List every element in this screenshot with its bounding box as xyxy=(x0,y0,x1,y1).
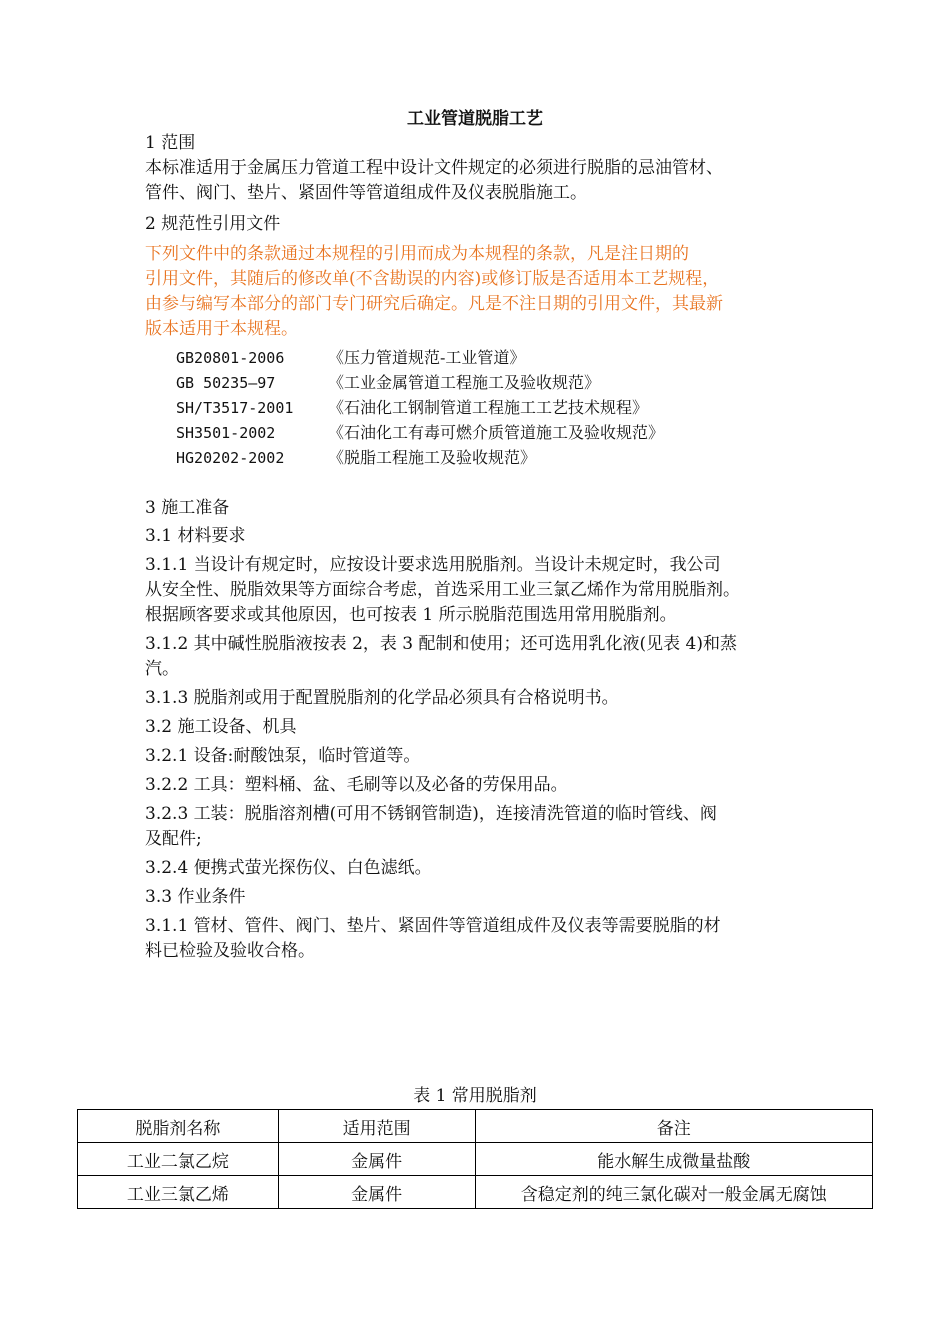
table-cell: 金属件 xyxy=(278,1176,475,1209)
clause-3-2-4: 3.2.4 便携式萤光探伤仪、白色滤纸。 xyxy=(145,858,432,878)
clause-3-3-1-line: 料已检验及验收合格。 xyxy=(145,941,315,961)
section-1-heading: 1 范围 xyxy=(145,133,196,153)
table-header-row xyxy=(78,1110,873,1143)
reference-item xyxy=(176,421,664,445)
reference-title: 《石油化工有毒可燃介质管道施工及验收规范》 xyxy=(328,423,665,442)
clause-3-1-3: 3.1.3 脱脂剂或用于配置脱脂剂的化学品必须具有合格说明书。 xyxy=(145,688,619,708)
section-3-2-heading: 3.2 施工设备、机具 xyxy=(145,717,297,737)
reference-item xyxy=(176,396,648,420)
section-2-heading: 2 规范性引用文件 xyxy=(145,214,281,234)
table-header-cell: 脱脂剂名称 xyxy=(78,1110,279,1143)
clause-3-1-1-line: 根据顾客要求或其他原因，也可按表 1 所示脱脂范围选用常用脱脂剂。 xyxy=(145,605,677,625)
reference-code: HG20202-2002 xyxy=(176,449,285,467)
section-2-text-line: 引用文件，其随后的修改单(不含勘误的内容)或修订版是否适用本工艺规程， xyxy=(145,269,720,289)
table-cell: 能水解生成微量盐酸 xyxy=(475,1143,873,1176)
section-1-text-line: 本标准适用于金属压力管道工程中设计文件规定的必须进行脱脂的忌油管材、 xyxy=(145,158,723,178)
clause-3-3-1-line: 3.1.1 管材、管件、阀门、垫片、紧固件等管道组成件及仪表等需要脱脂的材 xyxy=(145,916,721,936)
clause-3-2-3-line: 及配件; xyxy=(145,829,202,849)
reference-title: 《石油化工钢制管道工程施工工艺技术规程》 xyxy=(328,398,649,417)
reference-code: GB20801-2006 xyxy=(176,349,285,367)
table-header-cell: 备注 xyxy=(475,1110,873,1143)
reference-item xyxy=(176,446,536,470)
section-2-text-line: 下列文件中的条款通过本规程的引用而成为本规程的条款，凡是注日期的 xyxy=(145,244,689,264)
clause-3-1-2-line: 汽。 xyxy=(145,659,179,679)
reference-item xyxy=(176,346,525,370)
reference-code: SH/T3517-2001 xyxy=(176,399,294,417)
table-cell: 工业三氯乙烯 xyxy=(78,1176,279,1209)
section-2-text-line: 版本适用于本规程。 xyxy=(145,319,298,339)
section-3-1-heading: 3.1 材料要求 xyxy=(145,526,246,546)
reference-code: GB 50235—97 xyxy=(176,374,276,392)
clause-3-1-2-line: 3.1.2 其中碱性脱脂液按表 2，表 3 配制和使用；还可选用乳化液(见表 4)和蒸 xyxy=(145,634,737,654)
table-cell: 金属件 xyxy=(278,1143,475,1176)
clause-3-1-1-line: 3.1.1 当设计有规定时，应按设计要求选用脱脂剂。当设计未规定时，我公司 xyxy=(145,555,721,575)
section-1-text-line: 管件、阀门、垫片、紧固件等管道组成件及仪表脱脂施工。 xyxy=(145,183,587,203)
table-row xyxy=(78,1143,873,1176)
section-2-text-line: 由参与编写本部分的部门专门研究后确定。凡是不注日期的引用文件，其最新 xyxy=(145,294,723,314)
clause-3-1-1-line: 从安全性、脱脂效果等方面综合考虑，首选采用工业三氯乙烯作为常用脱脂剂。 xyxy=(145,580,740,600)
section-3-3-heading: 3.3 作业条件 xyxy=(145,887,246,907)
table-caption: 表 1 常用脱脂剂 xyxy=(413,1086,537,1106)
table-cell: 工业二氯乙烷 xyxy=(78,1143,279,1176)
reference-code: SH3501-2002 xyxy=(176,424,276,442)
clause-3-2-1: 3.2.1 设备:耐酸蚀泵，临时管道等。 xyxy=(145,746,421,766)
table-row xyxy=(78,1176,873,1209)
reference-title: 《脱脂工程施工及验收规范》 xyxy=(328,448,537,467)
reference-item xyxy=(176,371,600,395)
clause-3-2-2: 3.2.2 工具：塑料桶、盆、毛刷等以及必备的劳保用品。 xyxy=(145,775,568,795)
document-title: 工业管道脱脂工艺 xyxy=(407,109,543,129)
reference-title: 《压力管道规范-工业管道》 xyxy=(328,348,526,367)
clause-3-2-3-line: 3.2.3 工装：脱脂溶剂槽(可用不锈钢管制造)，连接清洗管道的临时管线、阀 xyxy=(145,804,717,824)
reference-title: 《工业金属管道工程施工及验收规范》 xyxy=(328,373,601,392)
table-cell: 含稳定剂的纯三氯化碳对一般金属无腐蚀 xyxy=(475,1176,873,1209)
table-header-cell: 适用范围 xyxy=(278,1110,475,1143)
section-3-heading: 3 施工准备 xyxy=(145,498,230,518)
degreasing-agents-table xyxy=(77,1109,873,1209)
